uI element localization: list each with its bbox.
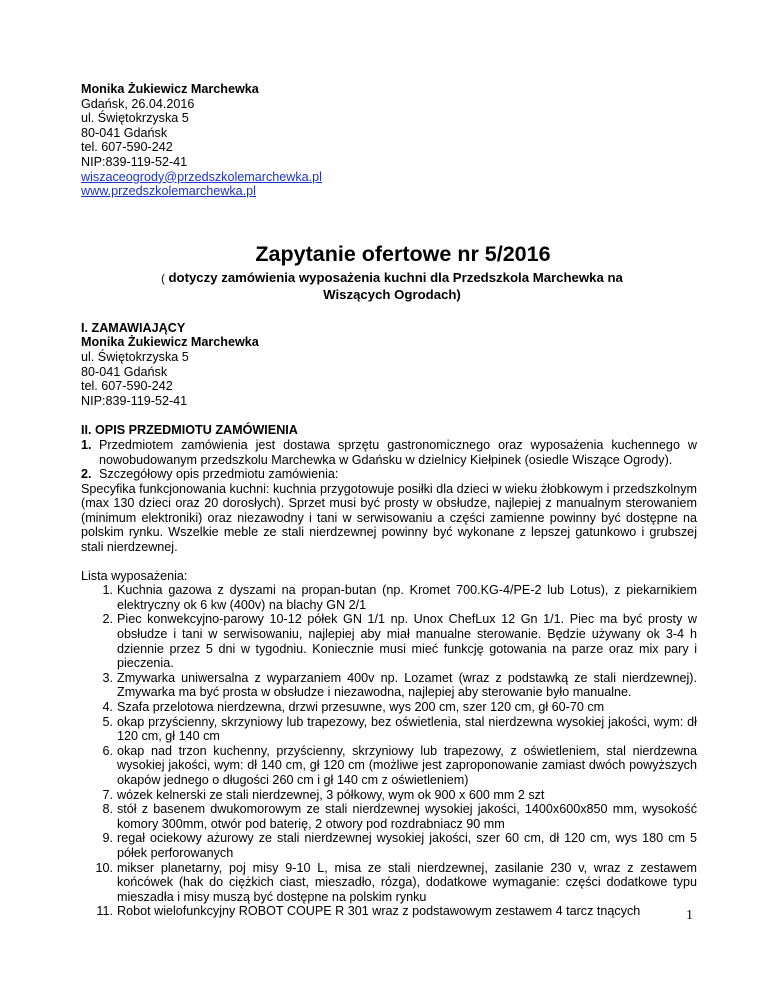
list-item: 2. Piec konwekcyjno-parowy 10-12 półek GN 1/1 np. Unox ChefLux 12 Gn 1/1. Piec ma być prosty w obsłudze i tani w serwisowaniu, najlepiej aby miał manualne sterowanie. Będzie używany ok 3-4 h dziennie przez 5 dni w tygodniu. Koniecznie musi mieć funkcję gotowania na parze oraz mix pary i pieczenia.: [102, 612, 697, 671]
list-item: 6. okap nad trzon kuchenny, przyścienny, skrzyniowy lub trapezowy, z oświetleniem, stal nierdzewna wysokiej jakości, wym: dł 140 cm, gł 120 cm (możliwe jest zaproponowanie zamiast dwóch powyższych okapów jednego o długości 260 cm i gł 140 cm z oświetleniem): [102, 743, 697, 787]
equipment-list-heading: Lista wyposażenia:: [81, 568, 188, 583]
sender-phone: tel. 607-590-242: [81, 140, 173, 155]
document-page: [81, 82, 697, 919]
paragraph-2-number: 2.: [81, 467, 92, 482]
document-subtitle: [87, 270, 697, 303]
paragraph-1-number: 1.: [81, 437, 92, 452]
sender-place-date: Gdańsk, 26.04.2016: [81, 96, 195, 111]
list-item: 7. wózek kelnerski ze stali nierdzewnej, 3 półkowy, wym ok 900 x 600 mm 2 szt: [102, 787, 545, 802]
list-item: 3. Zmywarka uniwersalna z wyparzaniem 400v np. Lozamet (wraz z podstawką ze stali nierdzewnej). Zmywarka ma być prosta w obsłudze i niezawodna, najlepiej aby sterowanie było manualne.: [102, 670, 697, 700]
list-item: 8. stół z basenem dwukomorowym ze stali nierdzewnej wysokiej jakości, 1400x600x850 mm, wysokość komory 300mm, otwór pod baterię, 2 otwory pod rozdrabniacz 90 mm: [102, 802, 697, 831]
section1-heading: I. ZAMAWIAJĄCY: [81, 320, 186, 335]
paragraph-1-text: Przedmiotem zamówienia jest dostawa sprzętu gastronomicznego oraz wyposażenia kuchennego w nowobudowanym przedszkolu Marchewka w Gdańsku w dzielnicy Kiełpinek (osiedle Wiszące Ogrody).: [99, 437, 697, 467]
ordering-party-street: ul. Świętokrzyska 5: [81, 349, 189, 364]
kitchen-specification: Specyfika funkcjonowania kuchni: kuchnia przygotowuje posiłki dla dzieci w wieku żłobkowym i przedszkolnym (max 130 dzieci oraz 20 dorosłych). Sprzet musi być prosty w obsłudze, najlepiej z manualnym sterowaniem (minimum elektroniki) oraz niezawodny i tani w serwisowaniu a części zamienne powinny być dostępne na polskim rynku. Wszelkie meble ze stali nierdzewnej powinny być wykonane z lepszej gatunkowo i grubszej stali nierdzewnej.: [81, 481, 697, 555]
list-item: 9. regał ociekowy ażurowy ze stali nierdzewnej wysokiej jakości, szer 60 cm, dł 120 cm, wys 180 cm 5 półek perforowanych: [102, 831, 697, 860]
ordering-party-name: Monika Żukiewicz Marchewka: [81, 335, 259, 350]
section-order-description: [81, 423, 697, 919]
list-item: 5. okap przyścienny, skrzyniowy lub trapezowy, bez oświetlenia, stal nierdzewna wysokiej jakości, wym: dł 120 cm, gł 140 cm: [102, 714, 697, 744]
sender-email-link[interactable]: wiszaceogrody@przedszkolemarchewka.pl: [81, 169, 322, 184]
list-item: 10. mikser planetarny, poj misy 9-10 L, misa ze stali nierdzewnej, zasilanie 230 v, wraz z zestawem końcówek (hak do ciężkich ciast, mieszadło, rózga), dodatkowe wymaganie: części dodatkowe typu mieszadła i misy muszą być dostępne na polskim rynku: [95, 860, 697, 904]
ordering-party-postal: 80-041 Gdańsk: [81, 364, 168, 379]
paragraph-2-text: Szczegółowy opis przedmiotu zamówienia:: [99, 467, 339, 482]
list-item: 4. Szafa przelotowa nierdzewna, drzwi przesuwne, wys 200 cm, szer 120 cm, gł 60-70 cm: [102, 700, 605, 714]
paragraph-2: [81, 467, 697, 482]
subtitle-line1: dotyczy zamówienia wyposażenia kuchni dla Przedszkola Marchewka na: [168, 269, 623, 285]
list-item: 1. Kuchnia gazowa z dyszami na propan-butan (np. Kromet 700.KG-4/PE-2 lub Lotus), z piekarnikiem elektryczny ok 6 kw (400v) na blachy GN 2/1: [102, 583, 697, 612]
subtitle-line2: Wiszących Ogrodach): [323, 286, 461, 302]
equipment-list: [81, 583, 697, 919]
sender-nip: NIP:839-119-52-41: [81, 154, 188, 169]
ordering-party-nip: NIP:839-119-52-41: [81, 393, 188, 408]
sender-block: [81, 82, 697, 199]
paragraph-1: [81, 438, 697, 467]
document-title: Zapytanie ofertowe nr 5/2016: [255, 241, 551, 266]
sender-name: Monika Żukiewicz Marchewka: [81, 82, 259, 96]
sender-street: ul. Świętokrzyska 5: [81, 111, 189, 126]
page-number: 1: [686, 908, 693, 923]
list-item: 11. Robot wielofunkcyjny ROBOT COUPE R 301 wraz z podstawowym zestawem 4 tarcz tnących: [96, 904, 641, 919]
ordering-party-phone: tel. 607-590-242: [81, 379, 173, 394]
subtitle-open-paren: (: [161, 272, 165, 285]
sender-website-link[interactable]: www.przedszkolemarchewka.pl: [81, 184, 256, 199]
sender-postal: 80-041 Gdańsk: [81, 125, 168, 140]
section-ordering-party: [81, 321, 697, 409]
section2-heading: II. OPIS PRZEDMIOTU ZAMÓWIENIA: [81, 423, 298, 438]
